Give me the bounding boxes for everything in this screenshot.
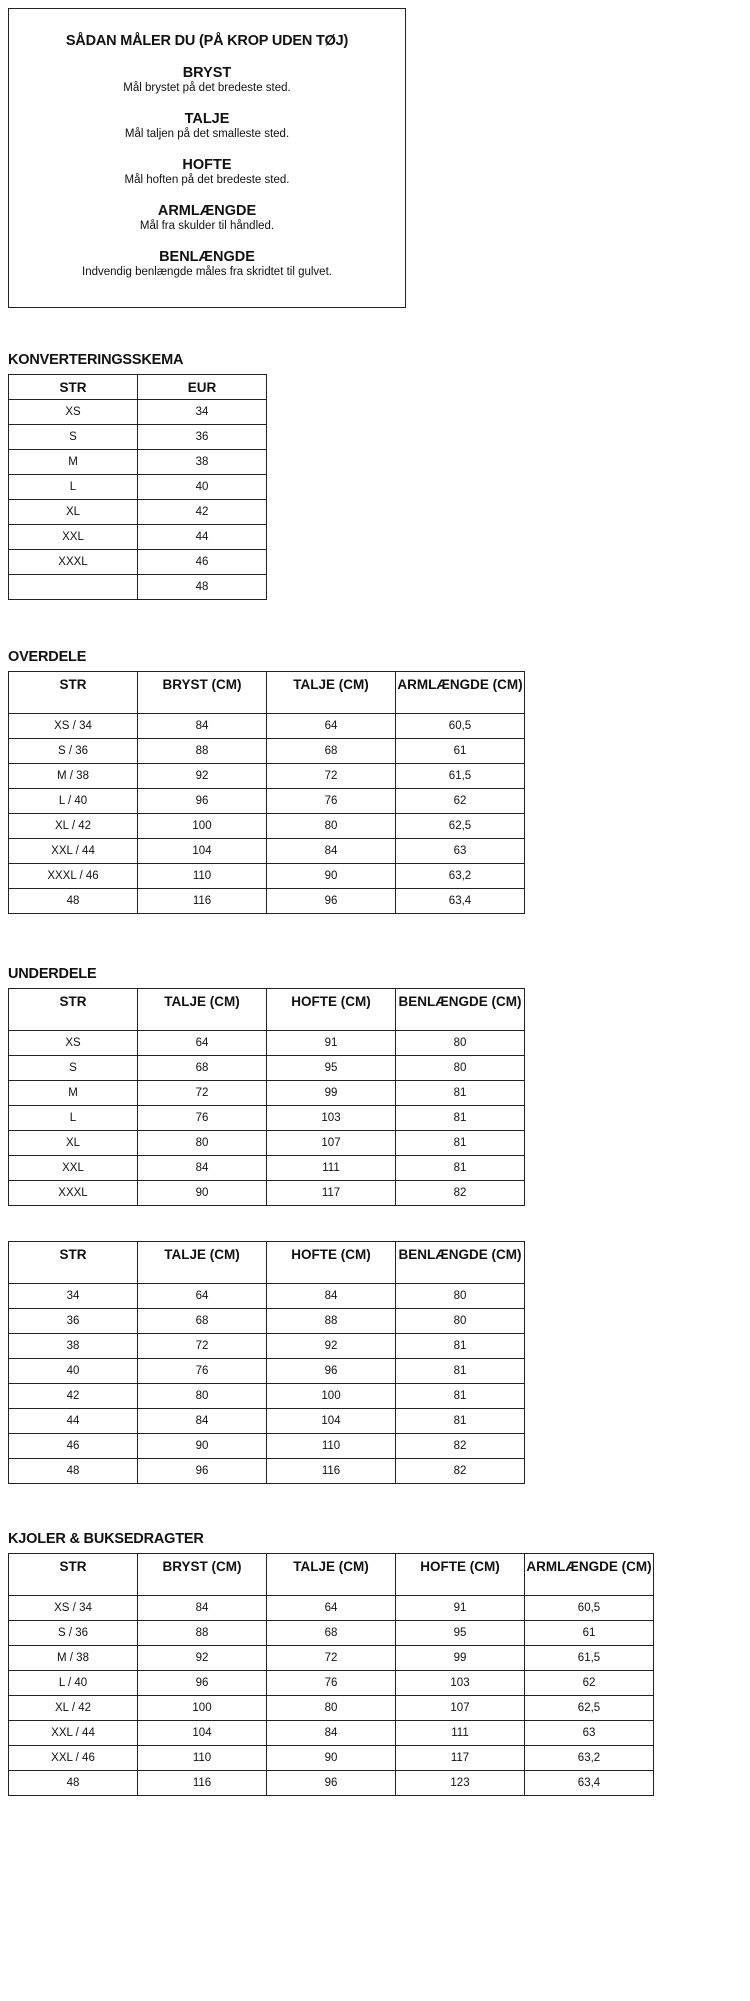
table-cell: 111	[396, 1721, 525, 1746]
table-cell: 91	[267, 1031, 396, 1056]
table-cell: XS	[9, 1031, 138, 1056]
measure-item-description: Mål brystet på det bredeste sted.	[123, 82, 291, 94]
table-cell: 88	[138, 1621, 267, 1646]
column-header: HOFTE (CM)	[267, 989, 396, 1031]
table-row	[9, 789, 525, 814]
table-row	[9, 1131, 525, 1156]
table-cell: 95	[267, 1056, 396, 1081]
column-header: TALJE (CM)	[138, 989, 267, 1031]
measure-item-label: ARMLÆNGDE	[157, 203, 257, 219]
table-row	[9, 1596, 654, 1621]
table-cell: 80	[396, 1031, 525, 1056]
measure-item-description: Mål taljen på det smalleste sted.	[124, 128, 290, 140]
table-cell: 104	[138, 839, 267, 864]
table-cell: 62	[525, 1671, 654, 1696]
table-row	[9, 1081, 525, 1106]
table-row	[9, 1434, 525, 1459]
table-cell: 76	[267, 1671, 396, 1696]
table-cell: 63,2	[396, 864, 525, 889]
section-title: KONVERTERINGSSKEMA	[8, 352, 184, 368]
table-header-row	[9, 672, 525, 714]
table-cell: M / 38	[9, 1646, 138, 1671]
table-cell: 82	[396, 1181, 525, 1206]
table-cell: 48	[9, 1771, 138, 1796]
column-header: TALJE (CM)	[138, 1242, 267, 1284]
table-cell: XXL / 46	[9, 1746, 138, 1771]
table-cell: 81	[396, 1384, 525, 1409]
table-cell: 95	[396, 1621, 525, 1646]
table-cell: 63,4	[525, 1771, 654, 1796]
table-cell: 38	[9, 1334, 138, 1359]
table-row	[9, 1621, 654, 1646]
table-cell: M	[9, 450, 138, 475]
table-cell: 82	[396, 1459, 525, 1484]
table-cell: 68	[267, 739, 396, 764]
table-cell: S	[9, 425, 138, 450]
tops-size-table	[8, 671, 525, 914]
table-cell: 68	[267, 1621, 396, 1646]
table-cell: 60,5	[525, 1596, 654, 1621]
table-row	[9, 450, 267, 475]
dresses-size-table	[8, 1553, 654, 1796]
table-cell: 81	[396, 1156, 525, 1181]
table-cell: 44	[138, 525, 267, 550]
column-header: STR	[9, 989, 138, 1031]
table-cell: 104	[267, 1409, 396, 1434]
table-row	[9, 400, 267, 425]
column-header: STR	[9, 672, 138, 714]
table-row	[9, 1181, 525, 1206]
table-cell: S	[9, 1056, 138, 1081]
table-row	[9, 1646, 654, 1671]
column-header: STR	[9, 1554, 138, 1596]
table-row	[9, 1031, 525, 1056]
table-cell: 84	[267, 1721, 396, 1746]
table-cell: 76	[267, 789, 396, 814]
table-row	[9, 1409, 525, 1434]
table-cell: 104	[138, 1721, 267, 1746]
table-cell: 36	[9, 1309, 138, 1334]
table-cell: 110	[138, 864, 267, 889]
table-cell: 63	[396, 839, 525, 864]
table-cell: 40	[9, 1359, 138, 1384]
table-cell: 68	[138, 1309, 267, 1334]
table-cell: 81	[396, 1409, 525, 1434]
table-cell: XXXL / 46	[9, 864, 138, 889]
table-cell: 107	[267, 1131, 396, 1156]
measure-item-label: HOFTE	[182, 157, 232, 173]
table-cell: 81	[396, 1334, 525, 1359]
table-cell: 63,2	[525, 1746, 654, 1771]
table-cell: 62,5	[525, 1696, 654, 1721]
bottoms-size-table	[8, 988, 525, 1206]
column-header: BRYST (CM)	[138, 1554, 267, 1596]
column-header: HOFTE (CM)	[267, 1242, 396, 1284]
table-cell: 88	[138, 739, 267, 764]
table-cell: 46	[9, 1434, 138, 1459]
table-cell: 123	[396, 1771, 525, 1796]
table-cell: 96	[267, 1771, 396, 1796]
table-cell: 80	[396, 1284, 525, 1309]
table-row	[9, 575, 267, 600]
table-cell: XS	[9, 400, 138, 425]
section-conversion	[8, 352, 267, 600]
table-cell: L / 40	[9, 1671, 138, 1696]
table-cell: M	[9, 1081, 138, 1106]
table-cell: XXL	[9, 1156, 138, 1181]
table-cell: 91	[396, 1596, 525, 1621]
table-cell: 80	[396, 1056, 525, 1081]
table-cell: S / 36	[9, 739, 138, 764]
table-row	[9, 1721, 654, 1746]
column-header: TALJE (CM)	[267, 1554, 396, 1596]
table-cell: XL	[9, 1131, 138, 1156]
table-cell: 103	[267, 1106, 396, 1131]
table-row	[9, 814, 525, 839]
column-header: STR	[9, 375, 138, 400]
table-row	[9, 475, 267, 500]
table-cell: XXXL	[9, 550, 138, 575]
table-row	[9, 1746, 654, 1771]
measure-guide-title: SÅDAN MÅLER DU (PÅ KROP UDEN TØJ)	[65, 33, 349, 49]
table-cell: 80	[396, 1309, 525, 1334]
table-row	[9, 1334, 525, 1359]
table-cell: 34	[9, 1284, 138, 1309]
table-cell: 72	[267, 764, 396, 789]
table-row	[9, 714, 525, 739]
table-cell: 84	[267, 1284, 396, 1309]
table-cell	[9, 575, 138, 600]
measure-item-bust	[9, 65, 405, 95]
table-cell: L / 40	[9, 789, 138, 814]
table-cell: 48	[9, 1459, 138, 1484]
section-title: UNDERDELE	[8, 966, 97, 982]
table-cell: 68	[138, 1056, 267, 1081]
table-cell: 76	[138, 1106, 267, 1131]
table-cell: 62	[396, 789, 525, 814]
table-cell: 96	[138, 1459, 267, 1484]
table-cell: 82	[396, 1434, 525, 1459]
table-cell: 84	[138, 1409, 267, 1434]
column-header: BENLÆNGDE (CM)	[396, 989, 525, 1031]
table-row	[9, 1156, 525, 1181]
table-cell: 100	[138, 1696, 267, 1721]
column-header: TALJE (CM)	[267, 672, 396, 714]
table-cell: 80	[138, 1384, 267, 1409]
table-row	[9, 1771, 654, 1796]
table-cell: 103	[396, 1671, 525, 1696]
table-cell: 81	[396, 1106, 525, 1131]
table-cell: 90	[138, 1434, 267, 1459]
column-header: HOFTE (CM)	[396, 1554, 525, 1596]
table-cell: XXXL	[9, 1181, 138, 1206]
table-cell: 61	[396, 739, 525, 764]
table-cell: 88	[267, 1309, 396, 1334]
table-cell: XS / 34	[9, 714, 138, 739]
table-cell: 111	[267, 1156, 396, 1181]
table-row	[9, 1459, 525, 1484]
column-header: ARMLÆNGDE (CM)	[525, 1554, 654, 1596]
table-row	[9, 1671, 654, 1696]
table-cell: L	[9, 1106, 138, 1131]
table-row	[9, 500, 267, 525]
table-cell: XXL / 44	[9, 839, 138, 864]
table-cell: 81	[396, 1131, 525, 1156]
table-cell: 61	[525, 1621, 654, 1646]
table-cell: 48	[9, 889, 138, 914]
section-tops	[8, 649, 525, 914]
table-header-row	[9, 1554, 654, 1596]
table-row	[9, 525, 267, 550]
table-row	[9, 764, 525, 789]
table-cell: 96	[138, 1671, 267, 1696]
measure-item-description: Indvendig benlængde måles fra skridtet til gulvet.	[82, 266, 332, 278]
table-cell: XL / 42	[9, 814, 138, 839]
table-cell: XXL / 44	[9, 1721, 138, 1746]
table-row	[9, 550, 267, 575]
column-header: EUR	[138, 375, 267, 400]
table-row	[9, 839, 525, 864]
table-cell: 42	[9, 1384, 138, 1409]
table-cell: 72	[138, 1334, 267, 1359]
table-row	[9, 1359, 525, 1384]
table-cell: 62,5	[396, 814, 525, 839]
conversion-table	[8, 374, 267, 600]
table-cell: 84	[138, 714, 267, 739]
table-cell: 80	[267, 814, 396, 839]
table-cell: 99	[267, 1081, 396, 1106]
table-cell: 80	[138, 1131, 267, 1156]
table-cell: 117	[396, 1746, 525, 1771]
table-row	[9, 864, 525, 889]
table-cell: 64	[267, 1596, 396, 1621]
table-cell: 84	[267, 839, 396, 864]
section-bottoms-eur	[8, 1241, 525, 1484]
table-cell: 61,5	[396, 764, 525, 789]
table-row	[9, 1696, 654, 1721]
table-cell: 64	[267, 714, 396, 739]
table-cell: 40	[138, 475, 267, 500]
table-cell: L	[9, 475, 138, 500]
table-cell: 44	[9, 1409, 138, 1434]
table-cell: 90	[138, 1181, 267, 1206]
table-cell: 92	[267, 1334, 396, 1359]
table-cell: 116	[267, 1459, 396, 1484]
table-cell: 96	[267, 1359, 396, 1384]
section-bottoms	[8, 966, 525, 1206]
table-cell: XL / 42	[9, 1696, 138, 1721]
measure-item-label: BRYST	[182, 65, 232, 81]
measure-item-description: Mål hoften på det bredeste sted.	[124, 174, 290, 186]
table-cell: 84	[138, 1596, 267, 1621]
table-cell: XS / 34	[9, 1596, 138, 1621]
table-cell: 99	[396, 1646, 525, 1671]
table-cell: 90	[267, 1746, 396, 1771]
table-cell: 90	[267, 864, 396, 889]
table-header-row	[9, 375, 267, 400]
table-cell: 72	[138, 1081, 267, 1106]
table-cell: XL	[9, 500, 138, 525]
section-title: KJOLER & BUKSEDRAGTER	[8, 1531, 204, 1547]
table-cell: 38	[138, 450, 267, 475]
measure-item-hip	[9, 157, 405, 187]
table-header-row	[9, 1242, 525, 1284]
table-cell: 63	[525, 1721, 654, 1746]
table-row	[9, 1384, 525, 1409]
measure-item-label: TALJE	[184, 111, 230, 127]
table-cell: 107	[396, 1696, 525, 1721]
section-dresses-jumpsuits	[8, 1531, 654, 1796]
table-cell: 92	[138, 1646, 267, 1671]
table-cell: S / 36	[9, 1621, 138, 1646]
table-cell: 100	[138, 814, 267, 839]
table-cell: 80	[267, 1696, 396, 1721]
bottoms-eur-size-table	[8, 1241, 525, 1484]
table-cell: 81	[396, 1081, 525, 1106]
measure-item-description: Mål fra skulder til håndled.	[139, 220, 275, 232]
measure-item-label: BENLÆNGDE	[159, 249, 255, 265]
table-cell: 92	[138, 764, 267, 789]
table-cell: 96	[138, 789, 267, 814]
table-cell: 60,5	[396, 714, 525, 739]
table-cell: 117	[267, 1181, 396, 1206]
table-cell: 61,5	[525, 1646, 654, 1671]
table-cell: 72	[267, 1646, 396, 1671]
table-cell: 116	[138, 1771, 267, 1796]
table-cell: 100	[267, 1384, 396, 1409]
column-header: BRYST (CM)	[138, 672, 267, 714]
table-cell: 64	[138, 1284, 267, 1309]
measure-guide-box	[8, 8, 406, 308]
measure-item-arm-length	[9, 203, 405, 233]
table-row	[9, 889, 525, 914]
measure-item-leg-length	[9, 249, 405, 279]
table-cell: 76	[138, 1359, 267, 1384]
table-cell: 36	[138, 425, 267, 450]
measure-item-waist	[9, 111, 405, 141]
table-row	[9, 739, 525, 764]
table-cell: XXL	[9, 525, 138, 550]
table-row	[9, 1309, 525, 1334]
table-row	[9, 1284, 525, 1309]
table-row	[9, 425, 267, 450]
table-row	[9, 1106, 525, 1131]
table-cell: 110	[138, 1746, 267, 1771]
table-cell: 96	[267, 889, 396, 914]
section-title: OVERDELE	[8, 649, 87, 665]
table-cell: 116	[138, 889, 267, 914]
table-cell: 84	[138, 1156, 267, 1181]
table-cell: M / 38	[9, 764, 138, 789]
column-header: STR	[9, 1242, 138, 1284]
table-cell: 81	[396, 1359, 525, 1384]
table-row	[9, 1056, 525, 1081]
column-header: ARMLÆNGDE (CM)	[396, 672, 525, 714]
table-cell: 48	[138, 575, 267, 600]
table-cell: 64	[138, 1031, 267, 1056]
table-header-row	[9, 989, 525, 1031]
table-cell: 63,4	[396, 889, 525, 914]
table-cell: 42	[138, 500, 267, 525]
table-cell: 110	[267, 1434, 396, 1459]
table-cell: 34	[138, 400, 267, 425]
column-header: BENLÆNGDE (CM)	[396, 1242, 525, 1284]
table-cell: 46	[138, 550, 267, 575]
